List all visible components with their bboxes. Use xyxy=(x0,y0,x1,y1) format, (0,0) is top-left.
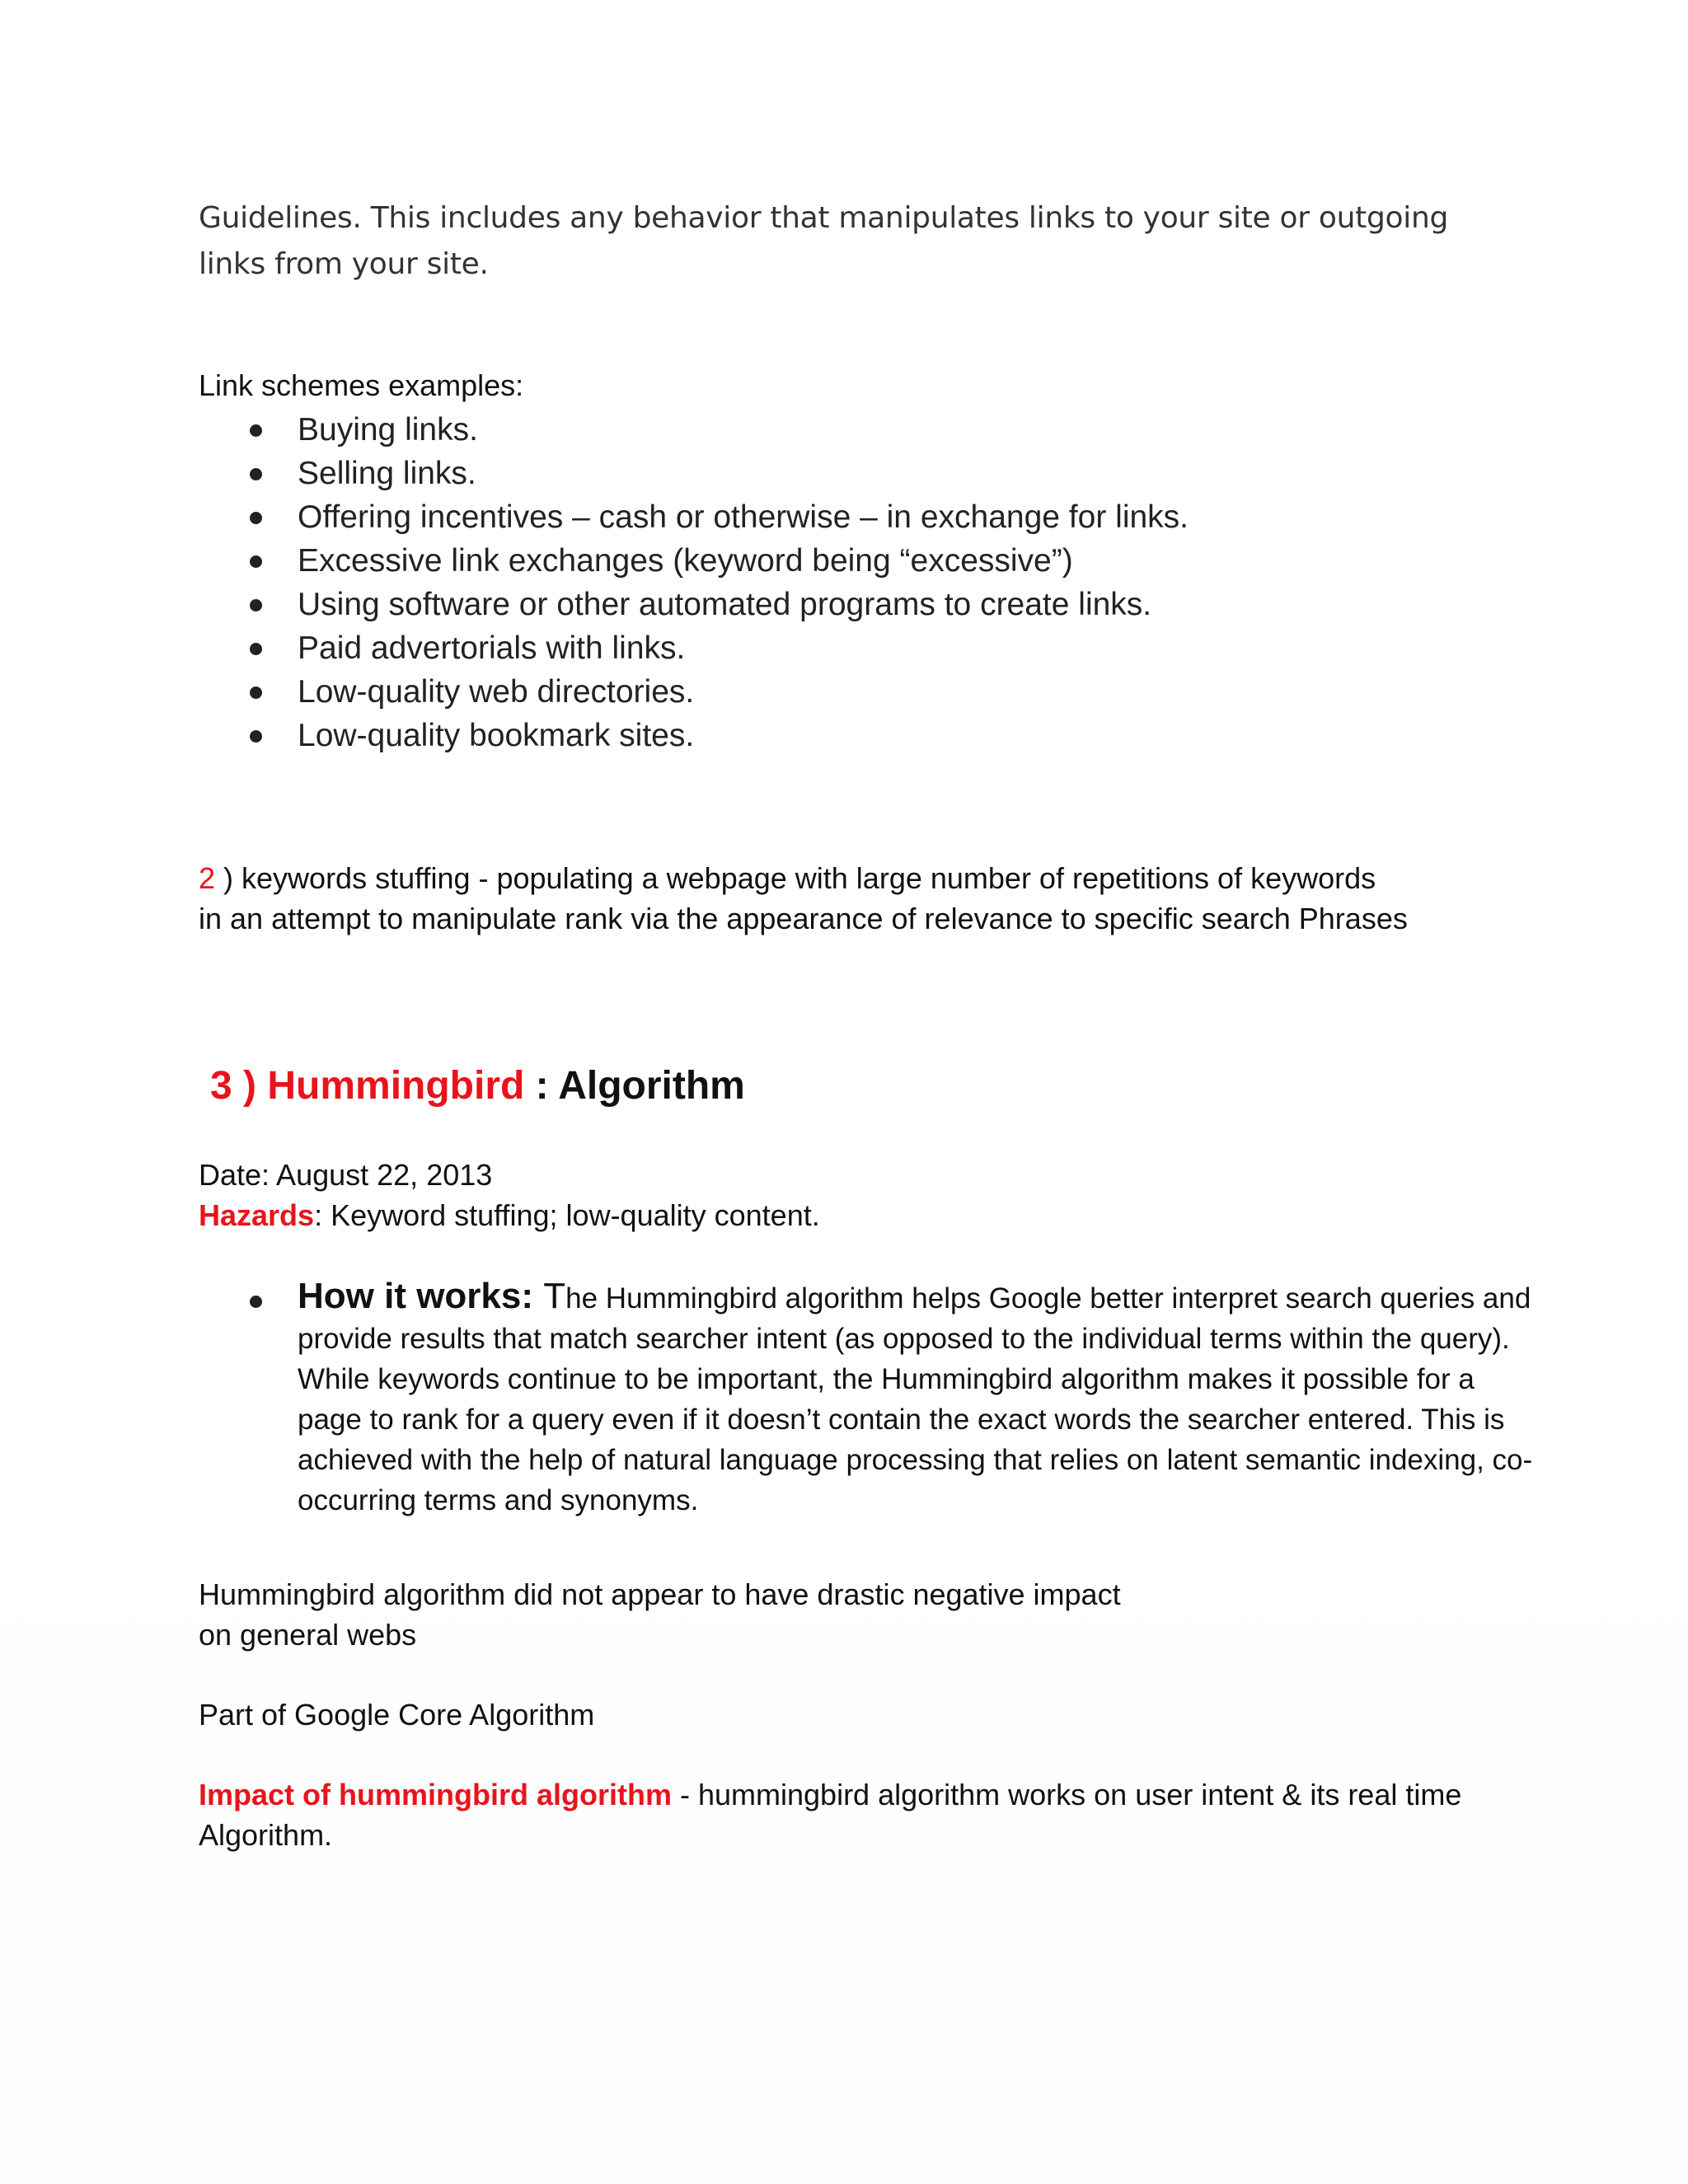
keyword-stuffing-line-2: in an attempt to manipulate rank via the appearance of relevance to specific search Phrases xyxy=(199,902,1408,935)
intro-paragraph xyxy=(199,195,1448,288)
section-number: 2 xyxy=(199,861,216,895)
list-item-text: Paid advertorials with links. xyxy=(298,630,686,666)
bullet-icon xyxy=(250,512,262,524)
heading-red-part: 3 ) Hummingbird xyxy=(210,1064,525,1108)
bullet-icon xyxy=(250,555,262,568)
link-schemes-list xyxy=(199,408,1189,757)
list-item xyxy=(199,670,1189,714)
impact-label: Impact of hummingbird algorithm xyxy=(199,1778,672,1811)
hazards-label: Hazards xyxy=(199,1198,315,1232)
date-line: Date: August 22, 2013 xyxy=(199,1158,493,1192)
list-item xyxy=(199,583,1189,626)
list-item-text: Low-quality bookmark sites. xyxy=(298,718,695,753)
hazards-text: : Keyword stuffing; low-quality content. xyxy=(314,1198,820,1232)
bullet-icon xyxy=(250,599,262,612)
how-it-works-item xyxy=(298,1276,1534,1521)
impact-note-line-1: Hummingbird algorithm did not appear to have drastic negative impact xyxy=(199,1577,1121,1611)
impact-paragraph xyxy=(199,1774,1461,1855)
list-item xyxy=(199,626,1189,670)
bullet-icon xyxy=(250,424,262,437)
bullet-icon xyxy=(250,687,262,699)
bullet-icon xyxy=(250,643,262,655)
link-schemes-label: Link schemes examples: xyxy=(199,368,524,402)
how-it-works-text: he Hummingbird algorithm helps Google better interpret search queries and provide results that match searcher intent (as opposed to the individual terms within the query). While keywords continue to be important, the Hummingbird algorithm makes it possible for a page to rank for a query even if it doesn’t contain the exact words the searcher entered. This is achieved with the help of natural language processing that relies on latent semantic indexing, co-occurring terms and synonyms. xyxy=(298,1282,1533,1516)
intro-line-2: links from your site. xyxy=(199,247,489,281)
list-item-text: Offering incentives – cash or otherwise – in exchange for links. xyxy=(298,499,1189,535)
impact-text-line-2: Algorithm. xyxy=(199,1818,333,1852)
hummingbird-heading xyxy=(210,1057,745,1115)
impact-note xyxy=(199,1574,1121,1655)
impact-note-line-2: on general webs xyxy=(199,1618,417,1652)
list-item-text: Buying links. xyxy=(298,412,478,448)
bullet-icon xyxy=(250,730,262,743)
list-item xyxy=(199,714,1189,757)
heading-black-part: : Algorithm xyxy=(524,1064,745,1108)
bullet-icon xyxy=(250,468,262,480)
keyword-stuffing-paragraph xyxy=(199,858,1408,939)
list-item xyxy=(199,495,1189,539)
list-item xyxy=(199,452,1189,495)
impact-text-line-1: - hummingbird algorithm works on user intent & its real time xyxy=(672,1778,1462,1811)
core-note: Part of Google Core Algorithm xyxy=(199,1698,595,1732)
hazards-line xyxy=(199,1195,820,1235)
list-item-text: Using software or other automated programs to create links. xyxy=(298,587,1152,622)
bullet-icon xyxy=(250,1296,262,1308)
list-item xyxy=(199,539,1189,583)
list-item-text: Low-quality web directories. xyxy=(298,674,695,710)
list-item xyxy=(199,408,1189,452)
how-it-works-title: How it works: xyxy=(298,1276,544,1316)
intro-line-1: Guidelines. This includes any behavior that manipulates links to your site or outgoing xyxy=(199,201,1449,235)
list-item-text: Excessive link exchanges (keyword being “excessive”) xyxy=(298,543,1073,579)
how-it-works-first-letter: T xyxy=(543,1276,566,1316)
list-item-text: Selling links. xyxy=(298,456,476,491)
keyword-stuffing-line-1: ) keywords stuffing - populating a webpage with large number of repetitions of keywords xyxy=(215,861,1376,895)
